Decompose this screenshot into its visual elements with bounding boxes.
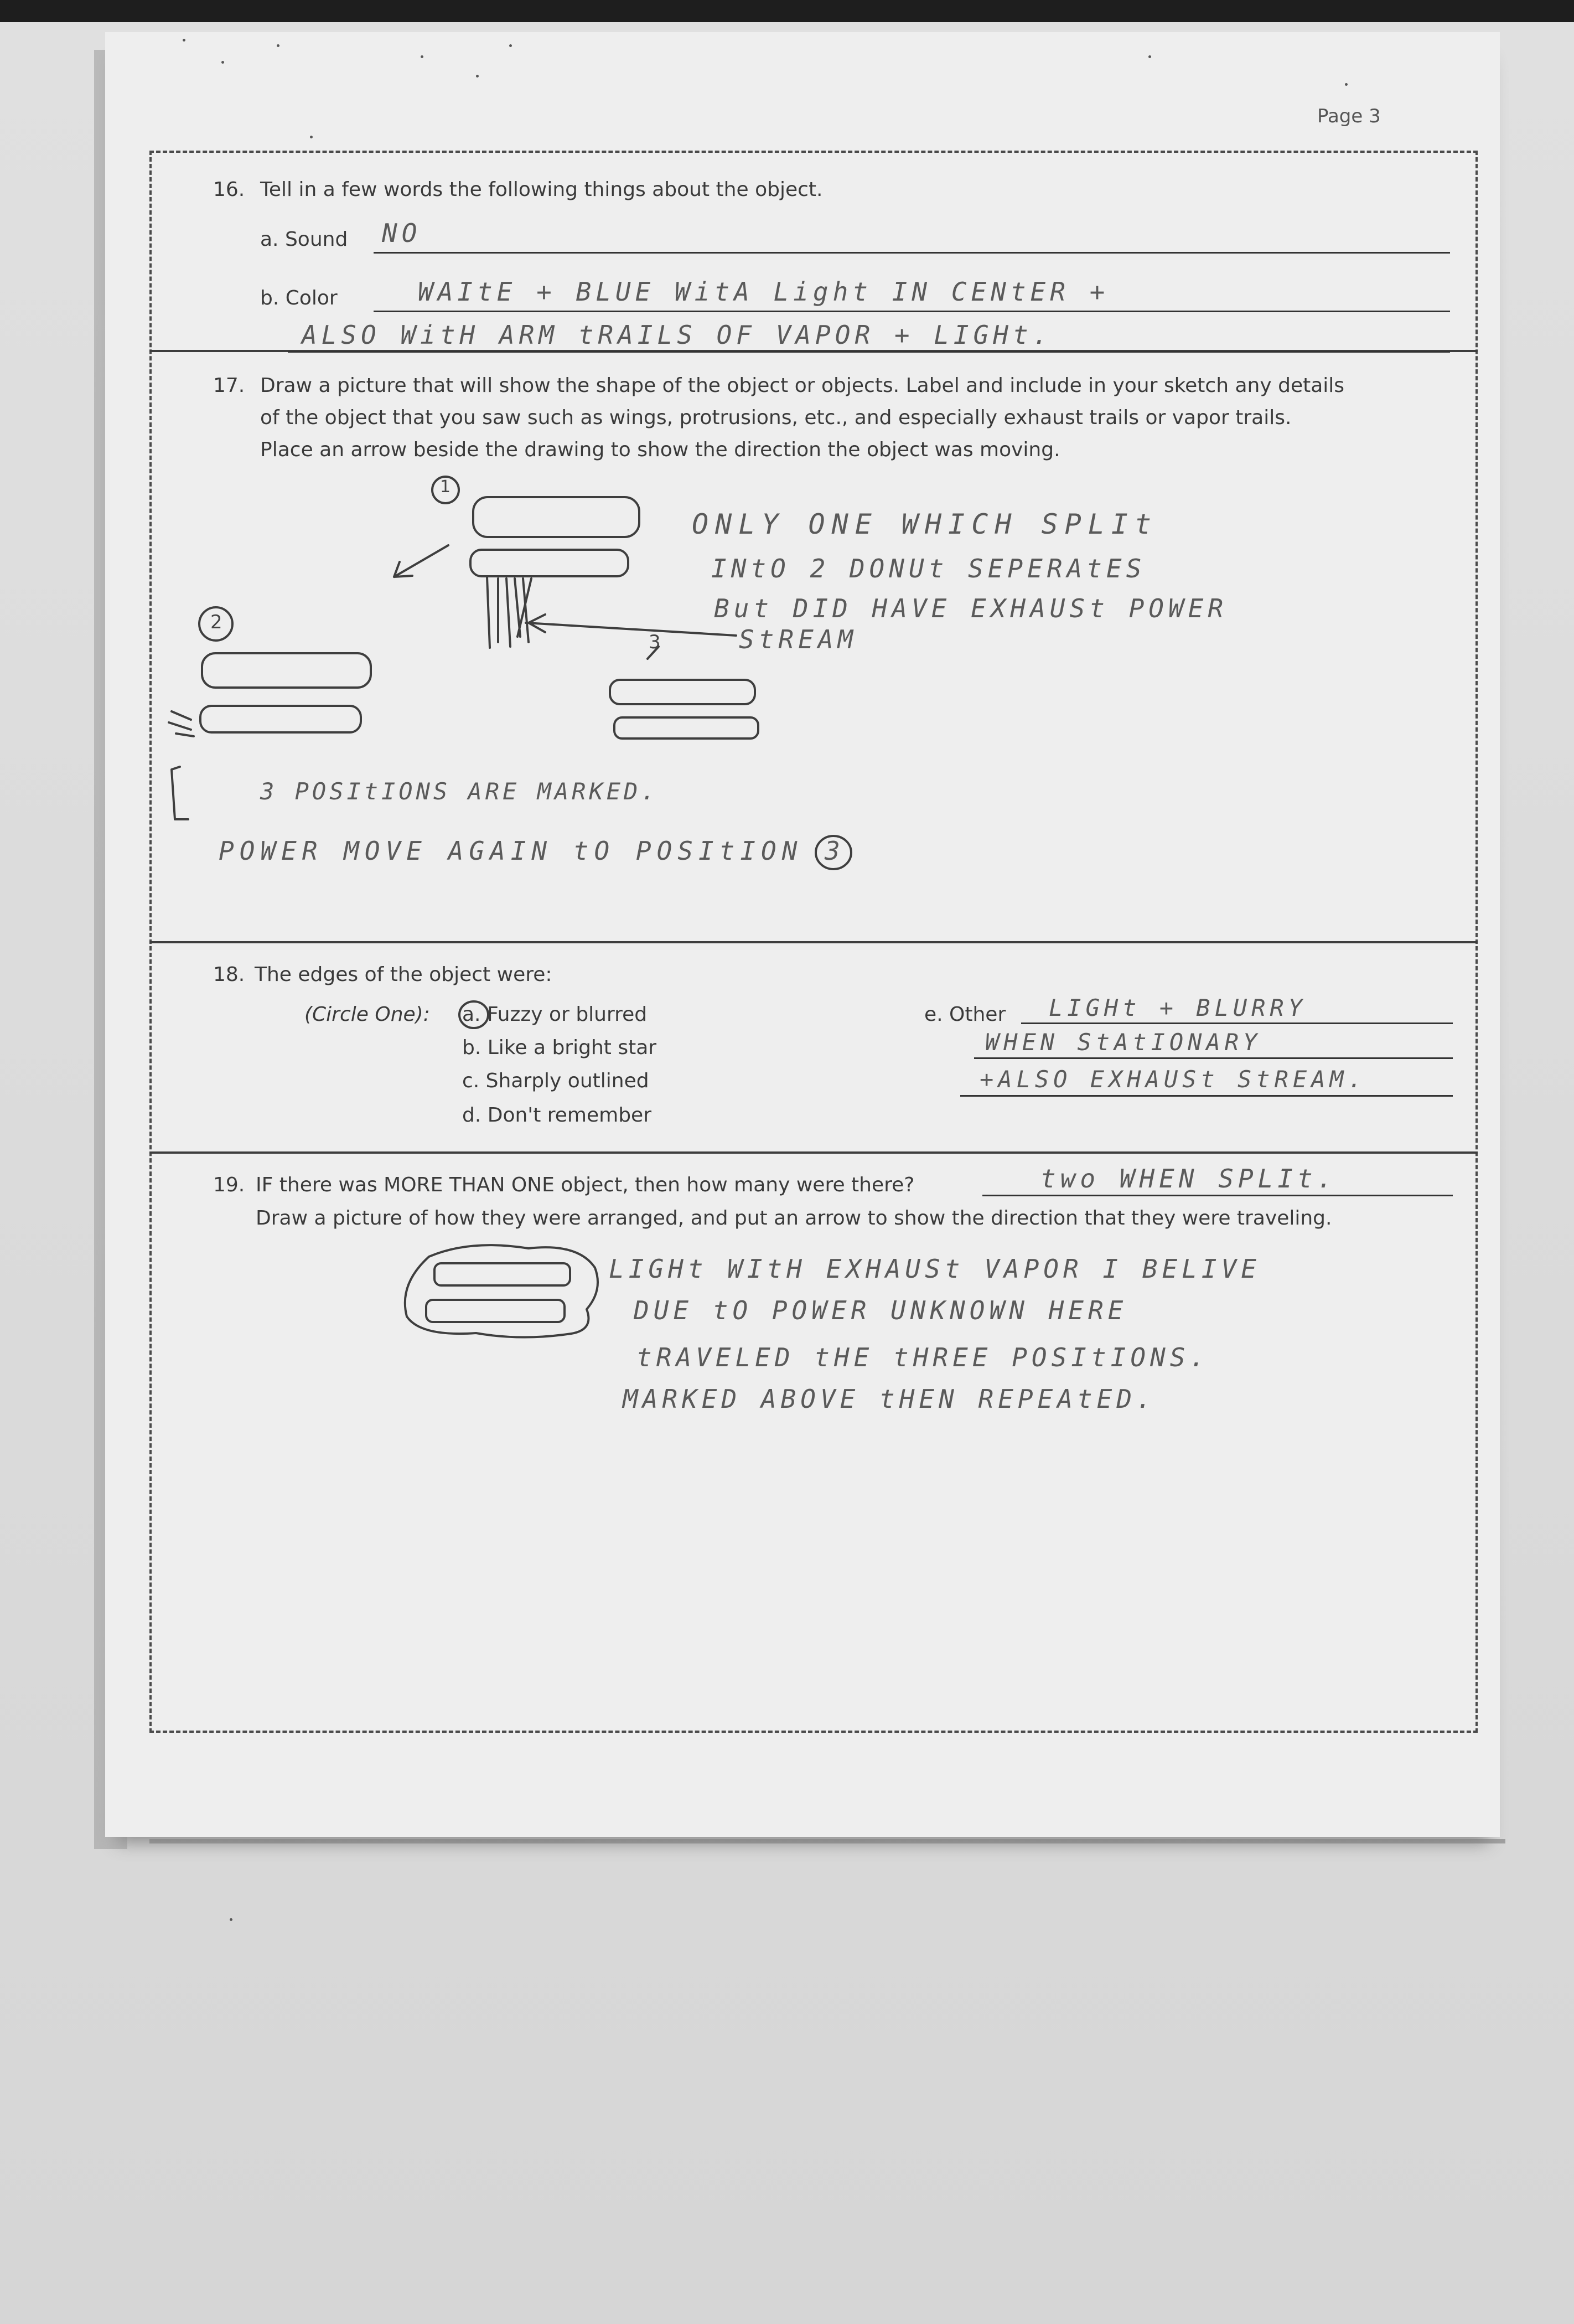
q17-note-3: But DID HAVE EXHAUSt POWER — [714, 593, 1228, 623]
q19-answer: two WHEN SPLIt. — [1040, 1164, 1337, 1194]
q19-prompt-1: IF there was MORE THAN ONE object, then how many were there? — [256, 1174, 915, 1196]
q16-color-label: b. Color — [260, 287, 338, 309]
q18-circle-one: (Circle One): — [304, 1003, 430, 1026]
q16-sound-answer: NO — [382, 218, 422, 248]
q18-other-3: +ALSO EXHAUSt StREAM. — [980, 1066, 1367, 1093]
q17-caption-circle: 3 — [825, 836, 840, 866]
q18-other-label: e. Other — [924, 1003, 1006, 1026]
q18-option-b: b. Like a bright star — [462, 1036, 657, 1059]
q17-prompt-2: of the object that you saw such as wings, protrusions, etc., and especially exhaust trails or vapor trails. — [260, 406, 1292, 429]
q16-color-answer-1: WAItE + BLUE WitA Light IN CENtER + — [418, 277, 1110, 307]
label-1: 1 — [440, 477, 451, 497]
q18-option-a: a. Fuzzy or blurred — [462, 1003, 648, 1026]
q17-note-4: StREAM — [739, 624, 858, 654]
q17-caption-2: POWER MOVE AGAIN tO POSItION — [219, 836, 803, 866]
answer-line — [1021, 1022, 1453, 1024]
label-2: 2 — [210, 611, 222, 633]
q18-number: 18. — [213, 963, 245, 986]
q19-note-2: DUE tO POWER UNKNOWN HERE — [634, 1295, 1128, 1325]
q16-color-answer-2: ALSO WitH ARM tRAILS OF VAPOR + LIGHt. — [302, 320, 1053, 350]
q18-option-c: c. Sharply outlined — [462, 1070, 649, 1092]
q16-number: 16. — [213, 178, 245, 201]
answer-line — [974, 1057, 1453, 1059]
q19-note-3: tRAVELED tHE tHREE POSItIONS. — [636, 1342, 1210, 1372]
q17-number: 17. — [213, 374, 245, 397]
q18-prompt: The edges of the object were: — [255, 963, 552, 986]
q17-prompt-3: Place an arrow beside the drawing to show the direction the object was moving. — [260, 438, 1060, 461]
q18-option-d: d. Don't remember — [462, 1104, 651, 1127]
q17-note-2: INtO 2 DONUt SEPERAtES — [711, 554, 1146, 583]
q17-caption-1: 3 POSItIONS ARE MARKED. — [260, 778, 659, 805]
q17-note-1: ONLY ONE WHICH SPLIt — [692, 508, 1158, 540]
q16-sound-label: a. Sound — [260, 228, 348, 251]
q19-note-1: LIGHt WItH EXHAUSt VAPOR I BELIVE — [609, 1254, 1261, 1284]
label-3: 3 — [649, 631, 661, 653]
q18-other-2: WHEN StAtIONARY — [985, 1029, 1262, 1056]
q19-number: 19. — [213, 1174, 245, 1196]
q17-prompt-1: Draw a picture that will show the shape of the object or objects. Label and include in your sketch any details — [260, 374, 1345, 397]
q19-note-4: MARKED ABOVE tHEN REPEAtED. — [623, 1384, 1156, 1414]
page-number: Page 3 — [1317, 105, 1381, 127]
q19-prompt-2: Draw a picture of how they were arranged, and put an arrow to show the direction that they were traveling. — [256, 1207, 1332, 1230]
answer-line — [960, 1095, 1453, 1097]
answer-line — [982, 1195, 1453, 1196]
q18-other-1: LIGHt + BLURRY — [1049, 994, 1307, 1021]
q16-prompt: Tell in a few words the following things about the object. — [260, 178, 823, 201]
